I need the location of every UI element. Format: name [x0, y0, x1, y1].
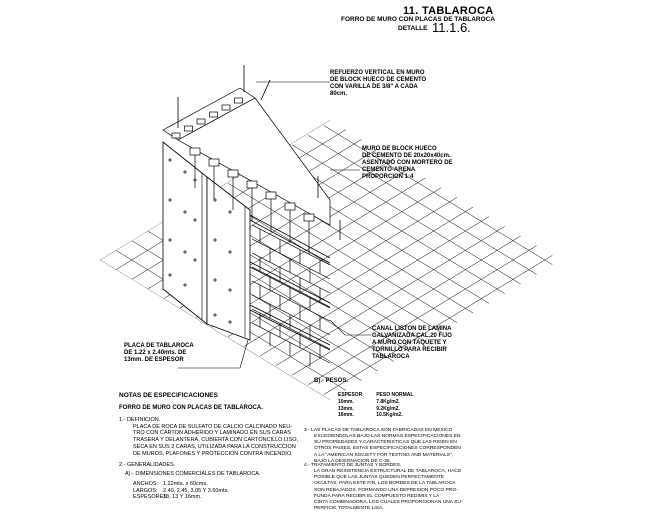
dim-label: LARGOS: — [133, 487, 158, 494]
note-line: FUNDA PARA RECIBIR EL COMPUESTO REDIMIX Y LA — [314, 493, 440, 499]
block-cell — [228, 170, 238, 177]
grid-line — [0, 375, 138, 511]
callout-line: GALVANIZADA CAL.20 FIJO — [372, 332, 452, 339]
grid-line — [228, 183, 458, 323]
notes-heading: NOTAS DE ESPECIFICACIONES — [119, 392, 218, 399]
grid-line — [0, 404, 90, 511]
note-line: PERFICIE TOTALMENTE LISA. — [314, 505, 384, 511]
item4-text — [304, 463, 463, 512]
note-line: 4.- TRATAMIENTO DE JUNTAS Y BORDES. — [304, 463, 402, 468]
dimensions-list — [119, 481, 298, 502]
table-header: PESO NORMAL — [376, 392, 414, 398]
table-cell: 16mm. — [338, 412, 354, 419]
grid-line — [228, 197, 458, 337]
note-line: SU PROPIEDADES Y CARACTERISTICAS QUE LAS RIGEN EN — [314, 440, 457, 446]
note-line: EXCEDIENDOLAS BAJO LAS NORMAS ESPECIFICACIONES EN — [314, 434, 461, 440]
block-cell — [266, 192, 276, 199]
dim-label: ESPESORES: — [133, 494, 169, 501]
block-cell — [235, 98, 243, 103]
page-title: 11. TABLAROCA — [403, 5, 494, 17]
note-line: SECA EN SUS 2 CARAS, UTILIZADA PARA LA CONSTRUCCION — [133, 444, 296, 451]
note-line: 3.- LAS PLACAS DE TABLAROCA SON FABRICADAS EN MEXICO — [304, 428, 453, 433]
callout-line: TORNILLO PARA RECIBIR — [372, 346, 447, 353]
table-row — [338, 399, 427, 406]
callout-line: TABLAROCA — [372, 353, 410, 360]
dim-value: 1.22mts. x 60cms. — [163, 480, 208, 487]
note-line: OTROS PAISES, ESTAS ESPECIFICACIONES CORRESPONDEN — [314, 446, 461, 452]
item2-title: 2.- GENERALIDADES. — [119, 461, 176, 468]
dim-row — [133, 488, 298, 495]
callout-refuerzo — [330, 70, 426, 98]
callout-line: ASENTADO CON MORTERO DE — [362, 159, 453, 166]
note-line: TRO CON CARTON ADHERIDO Y LAMINADO EN SUS CARAS — [133, 430, 291, 437]
grid-line — [0, 0, 26, 78]
table-cell: 10.5Kg/m2. — [376, 412, 403, 419]
note-line: CINTA COMBINADORA, LOS CUALES PROPORCIONAN UNA SU- — [314, 499, 463, 505]
note-line: DE MUROS, PLAFONES Y PROTECCION CONTRA INCENDIO. — [133, 451, 293, 457]
callout-line: 13mm. DE ESPESOR — [124, 356, 184, 363]
callout-line: DE BLOCK HUECO DE CEMENTO — [330, 76, 427, 83]
block-cell — [222, 105, 230, 110]
grid-line — [0, 14, 154, 154]
item2-sub: A).- DIMENSIONES COMERCIALES DE TABLAROCA. — [125, 470, 261, 477]
callout-canal — [372, 326, 452, 360]
block-cell — [185, 126, 193, 131]
callout-line: CANAL LISTON DE LAMINA — [372, 326, 452, 332]
table-cell: 13mm. — [338, 405, 354, 412]
block-cell — [190, 148, 200, 155]
grid-line — [0, 452, 10, 511]
note-line: TRASERA Y DELANTERA, CUBIERTA CON CARTONCILLO LISO, — [133, 437, 299, 444]
item1-text — [119, 424, 298, 458]
grid-line — [420, 68, 650, 208]
callout-line: DE 1.22 x 2.40mts. DE — [124, 349, 187, 356]
dim-label: ANCHOS: — [133, 480, 159, 487]
table-row — [338, 412, 427, 419]
detail-number: 11.1.6. — [432, 20, 471, 35]
block-cell — [304, 214, 314, 221]
table-row — [338, 406, 427, 413]
note-line: BAJO LA DESIGNACION DE C-36. — [314, 458, 391, 464]
callout-line: REFUERZO VERTICAL EN MURO — [330, 70, 425, 76]
grid-line — [324, 254, 554, 394]
grid-line — [308, 245, 538, 385]
table-header-row — [338, 392, 427, 399]
table-cell: 10mm. — [338, 398, 354, 405]
notes-subheading: FORRO DE MURO CON PLACAS DE TABLAROCA. — [119, 405, 263, 412]
grid-line — [0, 433, 42, 511]
note-line: A LA "AMERICAN SOCIETY FOR TESTING AND MATERIALS", — [314, 452, 454, 458]
dim-value: 2.40, 2.45, 3.05 Y 3.60mts. — [163, 487, 229, 494]
callout-placa — [124, 343, 194, 364]
note-line: PLACA DE ROCA DE SULFATO DE CALCIO CALCINADO NEU- — [133, 423, 293, 430]
dim-row — [133, 494, 298, 501]
note-line: SON REBAJADOS, FORMANDO UNA DEPRESION POCO PRO- — [314, 487, 458, 493]
grid-line — [0, 0, 10, 68]
notes-left-column — [119, 392, 298, 501]
callout-muro-block — [362, 146, 453, 180]
dim-row — [133, 481, 298, 488]
grid-line — [0, 0, 90, 116]
grid-line — [0, 0, 58, 97]
callout-line: PROPORCION 1:4 — [362, 173, 414, 180]
item1-title: 1.- DEFINICION. — [119, 416, 161, 423]
table-cell: 9.2Kg/m2. — [376, 405, 400, 412]
grid-line — [0, 0, 42, 87]
grid-line — [340, 116, 570, 256]
callout-line: A MURO CON TAQUETE Y — [372, 339, 447, 346]
callout-line: DE CEMENTO DE 20x20x40cm. — [362, 152, 451, 159]
note-line: OCULTAS, PARA ESTE FIN, LOS BORDES DE LA TABLAROCA — [314, 481, 456, 487]
dim-value: 10, 13 Y 16mm. — [163, 494, 202, 501]
grid-line — [0, 34, 186, 174]
item-b-title: B).- PESOS. — [314, 378, 349, 384]
grid-line — [404, 302, 634, 442]
pesos-table — [338, 392, 427, 419]
page-subtitle: FORRO DE MURO CON PLACAS DE TABLAROCA — [341, 16, 496, 23]
block-cell — [210, 112, 218, 117]
grid-line — [0, 423, 58, 511]
grid-line — [0, 24, 170, 164]
notes-pesos — [314, 378, 348, 386]
block-cell — [197, 119, 205, 124]
grid-line — [0, 394, 106, 511]
block-cell — [209, 159, 219, 166]
callout-line: 80cm. — [330, 90, 348, 97]
grid-line — [0, 0, 106, 126]
grid-line — [0, 442, 26, 511]
note-line: POSIBLE QUE LAS JUNTAS QUEDEN PERFECTAMENTE — [314, 475, 444, 481]
block-cell — [172, 133, 180, 138]
grid-line — [0, 0, 122, 135]
item3-text — [304, 428, 461, 465]
block-cell — [285, 203, 295, 210]
table-header: ESPESOR — [338, 392, 363, 398]
callout-line: CON VARILLA DE 3/8" A CADA — [330, 83, 418, 90]
callout-line: PLACA DE TABLAROCA — [124, 343, 194, 349]
grid-line — [0, 5, 138, 145]
callout-line: CEMENTO-ARENA — [362, 166, 416, 173]
grid-line — [0, 414, 74, 511]
detail-label: DETALLE — [398, 25, 428, 32]
table-cell: 7.8Kg/m2. — [376, 398, 400, 405]
grid-line — [0, 385, 122, 511]
grid-line — [0, 0, 74, 106]
note-line: LA GRAN RESISTENCIA ESTRUCTURAL DE TABLAROCA, HACE — [314, 469, 462, 475]
callout-line: MURO DE BLOCK HUECO — [362, 146, 437, 152]
block-cell — [247, 181, 257, 188]
